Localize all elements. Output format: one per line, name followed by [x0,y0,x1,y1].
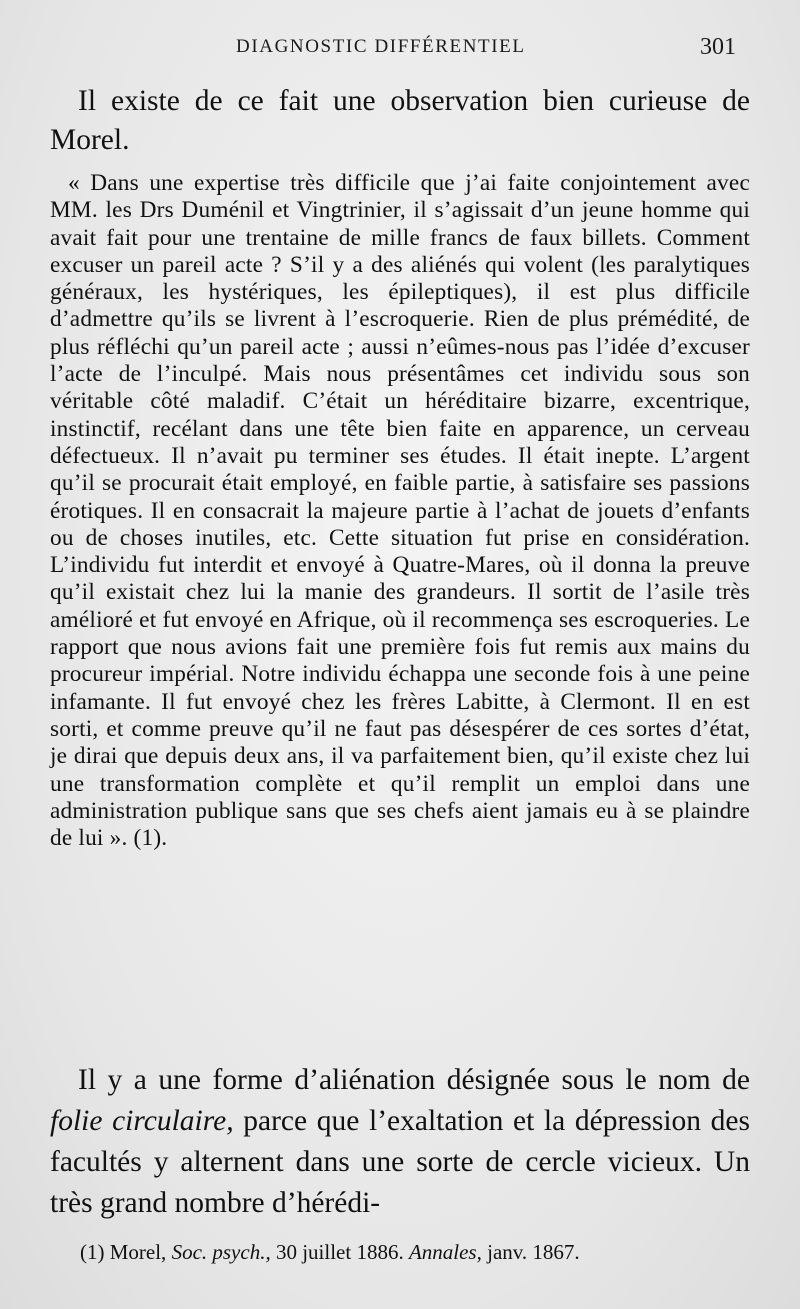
page-header [0,36,800,66]
closing-text-end: parce que l’exaltation et la dépression des facultés y alternent dans une sorte de cercle vicieux. Un très grand nombre d’hérédi- [50,1105,751,1219]
folie-circulaire-term: folie circulaire, [50,1105,234,1137]
footnote-marker: (1) Morel, [80,1240,172,1264]
footnote-issue: janv. 1867. [481,1240,580,1264]
footnote [80,1238,760,1266]
intro-paragraph: Il existe de ce fait une observation bien curieuse de Morel. [50,85,750,156]
quote-paragraph: « Dans une expertise très difficile que j’ai faite conjointement avec MM. les Drs Duménil et Vingtrinier, il s’agissait d’un jeune homme qui avait fait pour une trentaine de mille francs de faux billets. Comment excuser un pareil acte ? S’il y a des aliénés qui volent (les paralytiques généraux, les hystériques, les épileptiques), il est plus difficile d’admettre qu’ils se livrent à l’escroquerie. Rien de plus prémédité, de plus réfléchi qu’un pareil acte ; aussi n’eûmes-nous pas l’idée d’excuser l’acte de l’inculpé. Mais nous présentâmes cet individu sous son véritable côté maladif. C’était un héréditaire bizarre, excentrique, instinctif, recélant dans une tête bien faite en apparence, un cerveau défectueux. Il n’avait pu terminer ses études. Il était inepte. L’argent qu’il se procurait était employé, en faible partie, à satisfaire ses passions érotiques. Il en consacrait la majeure partie à l’achat de jouets d’enfants ou de choses inutiles, etc. Cette situation fut prise en considération. L’individu fut interdit et envoyé à Quatre-Mares, où il donna la preuve qu’il existait chez lui la manie des grandeurs. Il sortit de l’asile très amélioré et fut envoyé en Afrique, où il recommença ses escroqueries. Le rapport que nous avions fait une première fois fut remis aux mains du procureur impérial. Notre individu échappa une seconde fois à une peine infamante. Il fut envoyé chez les frères Labitte, à Clermont. Il en est sorti, et comme preuve qu’il ne faut pas désespérer de ces sortes d’état, je dirai que depuis deux ans, il va parfaitement bien, qu’il existe chez lui une transformation complète et qu’il remplit un emploi dans une administration publique sans que ses chefs aient jamais eu à se plaindre de lui ». (1). [50,170,750,852]
footnote-journal: Annales, [408,1240,482,1264]
footnote-source: Soc. psych., [171,1240,271,1264]
running-head: DIAGNOSTIC DIFFÉRENTIEL [236,36,526,57]
footnote-date: 30 juillet 1886. [270,1240,409,1264]
closing-paragraph [50,1060,750,1224]
page-number: 301 [700,34,736,60]
closing-text-start: Il y a une forme d’aliénation désignée sous le nom de [78,1064,750,1096]
